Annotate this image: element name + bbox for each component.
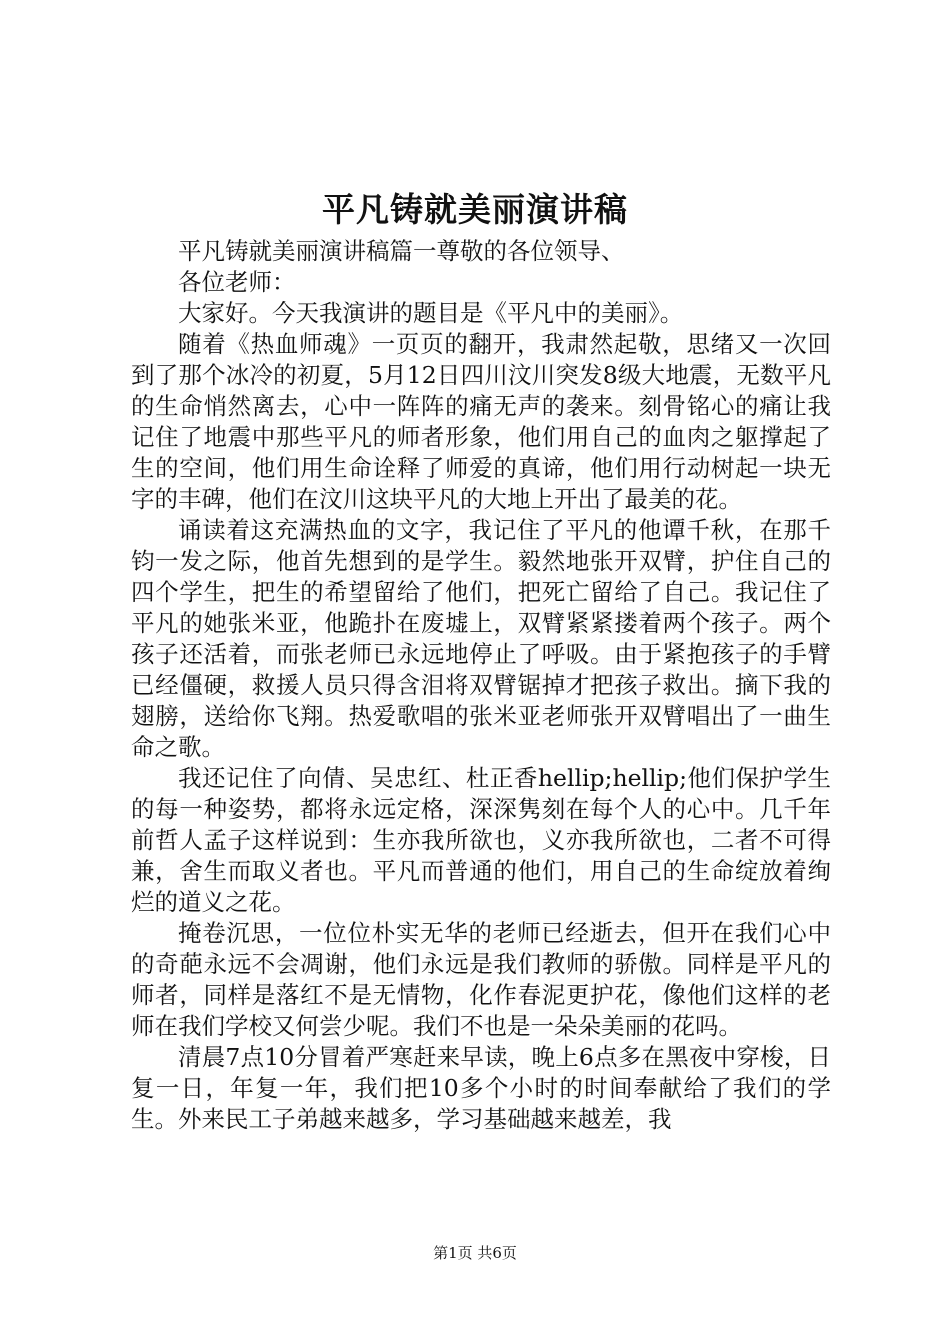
paragraph: 我还记住了向倩、吴忠红、杜正香hellip;hellip;他们保护学生的每一种姿势，都将永远定格，深深隽刻在每个人的心中。几千年前哲人孟子这样说到：生亦我所欲也，义亦我所欲也，二者不可得兼，舍生而取义者也。平凡而普通的他们，用自己的生命绽放着绚烂的道义之花。 <box>131 764 831 916</box>
page-footer: 第1页 共6页 <box>433 1244 517 1262</box>
paragraph: 随着《热血师魂》一页页的翻开，我肃然起敬，思绪又一次回到了那个冰冷的初夏，5月12日四川汶川突发8级大地震，无数平凡的生命悄然离去，心中一阵阵的痛无声的袭来。刻骨铭心的痛让我记住了地震中那些平凡的师者形象，他们用自己的血肉之躯撑起了生的空间，他们用生命诠释了师爱的真谛，他们用行动树起一块无字的丰碑，他们在汶川这块平凡的大地上开出了最美的花。 <box>131 330 831 513</box>
paragraph: 大家好。今天我演讲的题目是《平凡中的美丽》。 <box>178 299 684 327</box>
paragraph: 掩卷沉思，一位位朴实无华的老师已经逝去，但开在我们心中的奇葩永远不会凋谢，他们永远是我们教师的骄傲。同样是平凡的师者，同样是落红不是无情物，化作春泥更护花，像他们这样的老师在我们学校又何尝少呢。我们不也是一朵朵美丽的花吗。 <box>131 919 831 1040</box>
paragraph: 各位老师： <box>178 268 296 296</box>
document-title: 平凡铸就美丽演讲稿 <box>322 190 628 229</box>
paragraph: 诵读着这充满热血的文字，我记住了平凡的他谭千秋，在那千钧一发之际，他首先想到的是学生。毅然地张开双臂，护住自己的四个学生，把生的希望留给了他们，把死亡留给了自己。我记住了平凡的她张米亚，他跪扑在废墟上，双臂紧紧搂着两个孩子。两个孩子还活着，而张老师已永远地停止了呼吸。由于紧抱孩子的手臂已经僵硬，救援人员只得含泪将双臂锯掉才把孩子救出。摘下我的翅膀，送给你飞翔。热爱歌唱的张米亚老师张开双臂唱出了一曲生命之歌。 <box>131 516 831 761</box>
document-body <box>131 236 831 1135</box>
paragraph: 平凡铸就美丽演讲稿篇一尊敬的各位领导、 <box>178 237 625 265</box>
paragraph: 清晨7点10分冒着严寒赶来早读，晚上6点多在黑夜中穿梭，日复一日，年复一年，我们把10多个小时的时间奉献给了我们的学生。外来民工子弟越来越多，学习基础越来越差，我 <box>131 1043 831 1133</box>
